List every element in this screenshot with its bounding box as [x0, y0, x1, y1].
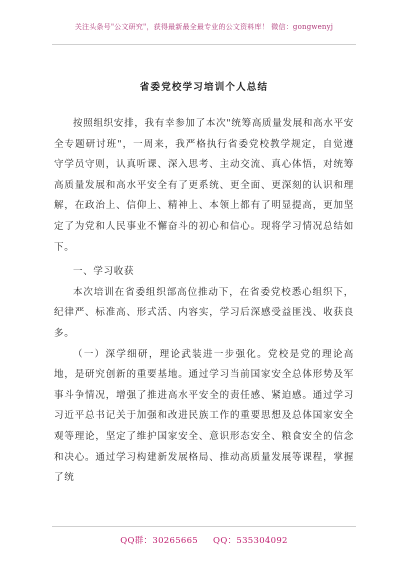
document-title: 省委党校学习培训个人总结 [139, 82, 269, 93]
paragraph-summary: 本次培训在省委组织部高位推动下，在省委党校悉心组织下，纪律严、标准高、形式活、内容实，学习后深感受益匪浅、收获良多。 [54, 286, 354, 339]
header-notice: 关注头条号"公文研究"，获得最新最全最专业的公文资料库！ 微信：gongwenyj [74, 23, 334, 31]
footer-divider [52, 526, 356, 527]
document-body [54, 114, 354, 489]
footer-qq-group: QQ群：30265665 [120, 536, 199, 546]
paragraph-theory: （一）深学细研，理论武装进一步强化。党校是党的理论高地，是研究创新的重要基地。通过学习当前国家安全总体形势及军事斗争情况，增强了推进高水平安全的责任感、紧迫感。通过学习习近平总书记关于加强和改进民族工作的重要思想及总体国家安全观等理论，坚定了维护国家安全、意识形态安全、粮食安全的信念和决心。通过学习构建新发展格局、推动高质量发展等课程，掌握了统 [54, 348, 354, 484]
footer-contact [0, 534, 408, 546]
paragraph-intro: 按照组织安排，我有幸参加了本次"统筹高质量发展和高水平安全专题研讨班"，一周来，我严格执行省委党校教学规定，自觉遵守学员守则，认真听课、深入思考、主动交流、真心体悟，对统筹高质量发展和高水平安全有了更系统、更全面、更深刻的认识和理解，在政治上、信仰上、精神上、本领上都有了明显提高，更加坚定了为党和人民事业不懈奋斗的初心和信心。现将学习情况总结如下。 [54, 118, 354, 253]
section-heading: 一、学习收获 [73, 266, 135, 278]
footer-qq: QQ：535304092 [213, 536, 288, 546]
header-divider [52, 44, 356, 45]
